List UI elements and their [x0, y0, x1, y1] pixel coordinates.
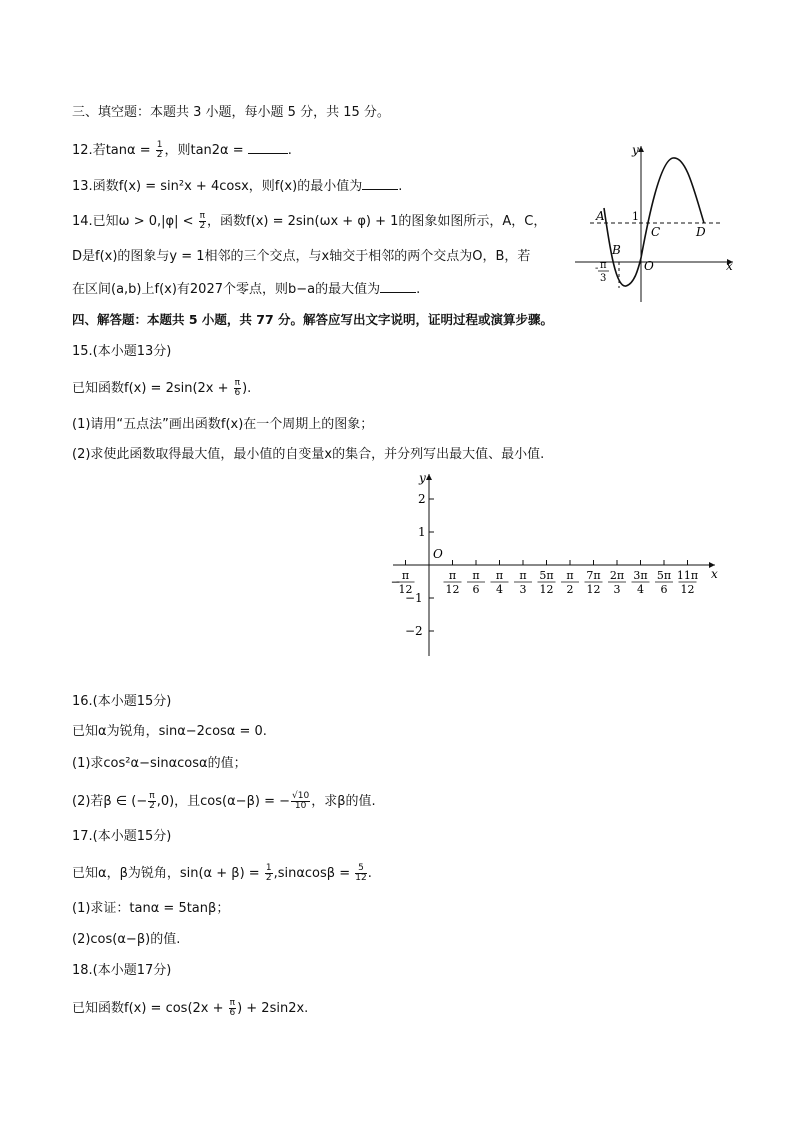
q15-xtick-numerator: π: [519, 569, 527, 582]
q14-line1-b: ，函数f(x) = 2sin(ωx + φ) + 1的图象如图所示，A，C，: [207, 214, 547, 229]
q17-title: 17.(本小题15分): [72, 829, 172, 844]
q16-frac1-den: 2: [149, 801, 155, 811]
q15-xtick-denominator: 6: [472, 583, 480, 596]
q14-line3-post: .: [416, 282, 421, 297]
q16-frac1-num: π: [149, 791, 155, 801]
q16-part1: (1)求cos²α−sinαcosα的值；: [72, 756, 247, 771]
q15-frac-num: π: [234, 378, 241, 388]
q12-answer-blank[interactable]: [248, 141, 288, 154]
q17-fraction1: [265, 864, 273, 883]
q16-part2-b: ,0)，且cos(α−β) = −: [156, 794, 290, 809]
q18-fraction: [229, 999, 236, 1018]
section4-header: 四、解答题：本题共 5 小题，共 77 分。解答应写出文字说明，证明过程或演算步骤。: [72, 312, 554, 327]
q15-xtick-denominator: 12: [586, 583, 601, 596]
q14-label-pi: π: [600, 260, 607, 271]
q12-pre: 若tanα =: [92, 143, 151, 158]
q16-fraction1: [148, 792, 155, 811]
q18-stem: [72, 999, 308, 1018]
q15-xtick-denominator: 12: [398, 583, 413, 596]
q16-part2-c: ，求β的值.: [311, 794, 376, 809]
q18-stem-b: ) + 2sin2x.: [237, 1001, 309, 1016]
q17-part2: (2)cos(α−β)的值.: [72, 932, 181, 947]
q16-stem: 已知α为锐角，sinα−2cosα = 0.: [72, 724, 267, 739]
q15-part1: (1)请用“五点法”画出函数f(x)在一个周期上的图象；: [72, 417, 374, 432]
q15-stem-b: ).: [242, 381, 252, 396]
q15-xtick-numerator: π: [401, 569, 410, 582]
q14-label-C: C: [651, 225, 661, 239]
q12-mid: ，则tan2α =: [164, 143, 244, 158]
q17-frac2-den: 12: [355, 873, 367, 883]
q15-xtick-denominator: 6: [660, 583, 668, 596]
q15-xtick-denominator: 12: [680, 583, 695, 596]
q15-ytick-label: 2: [418, 492, 426, 506]
q15-xtick-numerator: 7π: [586, 569, 601, 582]
q14-frac-den: 2: [199, 221, 206, 231]
q15-xtick-numerator: 5π: [539, 569, 554, 582]
q12-fraction: [156, 141, 164, 160]
q18-frac-num: π: [229, 998, 236, 1008]
question-14-line3: [72, 280, 420, 299]
question-12: [72, 141, 292, 160]
q17-part1: (1)求证：tanα = 5tanβ；: [72, 901, 230, 916]
question-14-line2: D是f(x)的图象与y = 1相邻的三个交点，与x轴交于相邻的两个交点为O，B，若: [72, 249, 531, 264]
q14-label-A: A: [596, 209, 605, 223]
q14-line1-a: 14.已知ω > 0,|φ| <: [72, 214, 194, 229]
q15-xtick-numerator: 3π: [633, 569, 648, 582]
q15-xtick-denominator: 4: [496, 583, 503, 596]
question-13: [72, 177, 402, 196]
q15-xtick-denominator: 12: [539, 583, 554, 596]
q14-label-minus: -: [595, 263, 599, 274]
q14-label-B: B: [612, 243, 621, 257]
q12-frac-den: 2: [156, 150, 163, 160]
q15-xtick-numerator: π: [472, 569, 480, 582]
q15-xtick-numerator: 2π: [609, 569, 625, 582]
q12-frac-num: 1: [156, 140, 163, 150]
q15-label-O: O: [433, 547, 443, 561]
q17-stem-a: 已知α，β为锐角，sin(α + β) =: [72, 866, 260, 881]
q13-answer-blank[interactable]: [362, 177, 398, 190]
q15-xtick-denominator: 4: [637, 583, 644, 596]
q14-frac-num: π: [199, 211, 206, 221]
q15-ytick-label: 1: [418, 525, 426, 539]
q18-title: 18.(本小题17分): [72, 963, 172, 978]
q15-xtick-numerator: π: [566, 569, 574, 582]
q17-stem: [72, 864, 372, 883]
q15-label-y: y: [419, 471, 426, 485]
q15-axes: [385, 468, 725, 658]
q15-part2: (2)求使此函数取得最大值，最小值的自变量x的集合，并分列写出最大值、最小值.: [72, 447, 545, 462]
q15-ytick-label: −2: [405, 624, 423, 638]
q15-xtick-denominator: 12: [445, 583, 460, 596]
section3-header: 三、填空题：本题共 3 小题，每小题 5 分，共 15 分。: [72, 105, 390, 120]
q12-post: .: [287, 143, 292, 158]
q14-label-3: 3: [600, 273, 607, 284]
q18-frac-den: 6: [229, 1008, 236, 1018]
q15-xtick-numerator: π: [495, 569, 504, 582]
q16-frac2-den: 10: [294, 801, 307, 811]
q14-label-y: y: [632, 143, 639, 157]
q15-ytick-label: −1: [405, 591, 423, 605]
q14-label-x: x: [726, 259, 733, 273]
q16-part2: [72, 792, 376, 811]
q14-line3-text: 在区间(a,b)上f(x)有2027个零点，则b−a的最大值为: [72, 282, 381, 297]
q14-curve: [604, 158, 704, 286]
q12-number: 12.: [72, 143, 93, 158]
q15-xtick-denominator: 2: [566, 583, 574, 596]
q16-title: 16.(本小题15分): [72, 694, 172, 709]
question-14-line1: [72, 212, 546, 231]
q15-frac-den: 6: [234, 388, 241, 398]
q13-post: .: [398, 179, 403, 194]
q14-label-O: O: [644, 259, 654, 273]
q14-label-D: D: [696, 225, 706, 239]
q15-xtick-numerator: 11π: [676, 569, 699, 582]
q16-fraction2: [291, 792, 310, 811]
q14-figure: [570, 140, 740, 305]
q16-part2-a: (2)若β ∈ (−: [72, 794, 148, 809]
q14-answer-blank[interactable]: [380, 280, 416, 293]
q17-frac1-num: 1: [265, 863, 272, 873]
q15-xtick-minus: −: [390, 575, 401, 589]
q15-xtick-denominator: 3: [613, 583, 621, 596]
q16-frac2-num: √10: [292, 791, 310, 801]
q15-fraction: [234, 379, 241, 398]
q17-frac1-den: 2: [265, 873, 272, 883]
q17-frac2-num: 5: [355, 864, 366, 874]
q15-xtick-numerator: π: [448, 569, 457, 582]
q18-stem-a: 已知函数f(x) = cos(2x +: [72, 1001, 224, 1016]
q15-xtick-denominator: 3: [519, 583, 527, 596]
q14-fraction: [199, 212, 206, 231]
q15-stem-a: 已知函数f(x) = 2sin(2x +: [72, 381, 229, 396]
q13-number: 13.: [72, 179, 93, 194]
q15-label-x: x: [711, 567, 718, 581]
q17-stem-b: ,sinαcosβ =: [273, 866, 351, 881]
q15-title: 15.(本小题13分): [72, 344, 172, 359]
q15-stem: [72, 379, 251, 398]
q15-xtick-numerator: 5π: [656, 569, 672, 582]
q17-stem-c: .: [367, 866, 372, 881]
q17-fraction2: [355, 864, 366, 883]
q14-label-one: 1: [632, 210, 639, 223]
q13-text: 函数f(x) = sin²x + 4cosx，则f(x)的最小值为: [92, 179, 363, 194]
